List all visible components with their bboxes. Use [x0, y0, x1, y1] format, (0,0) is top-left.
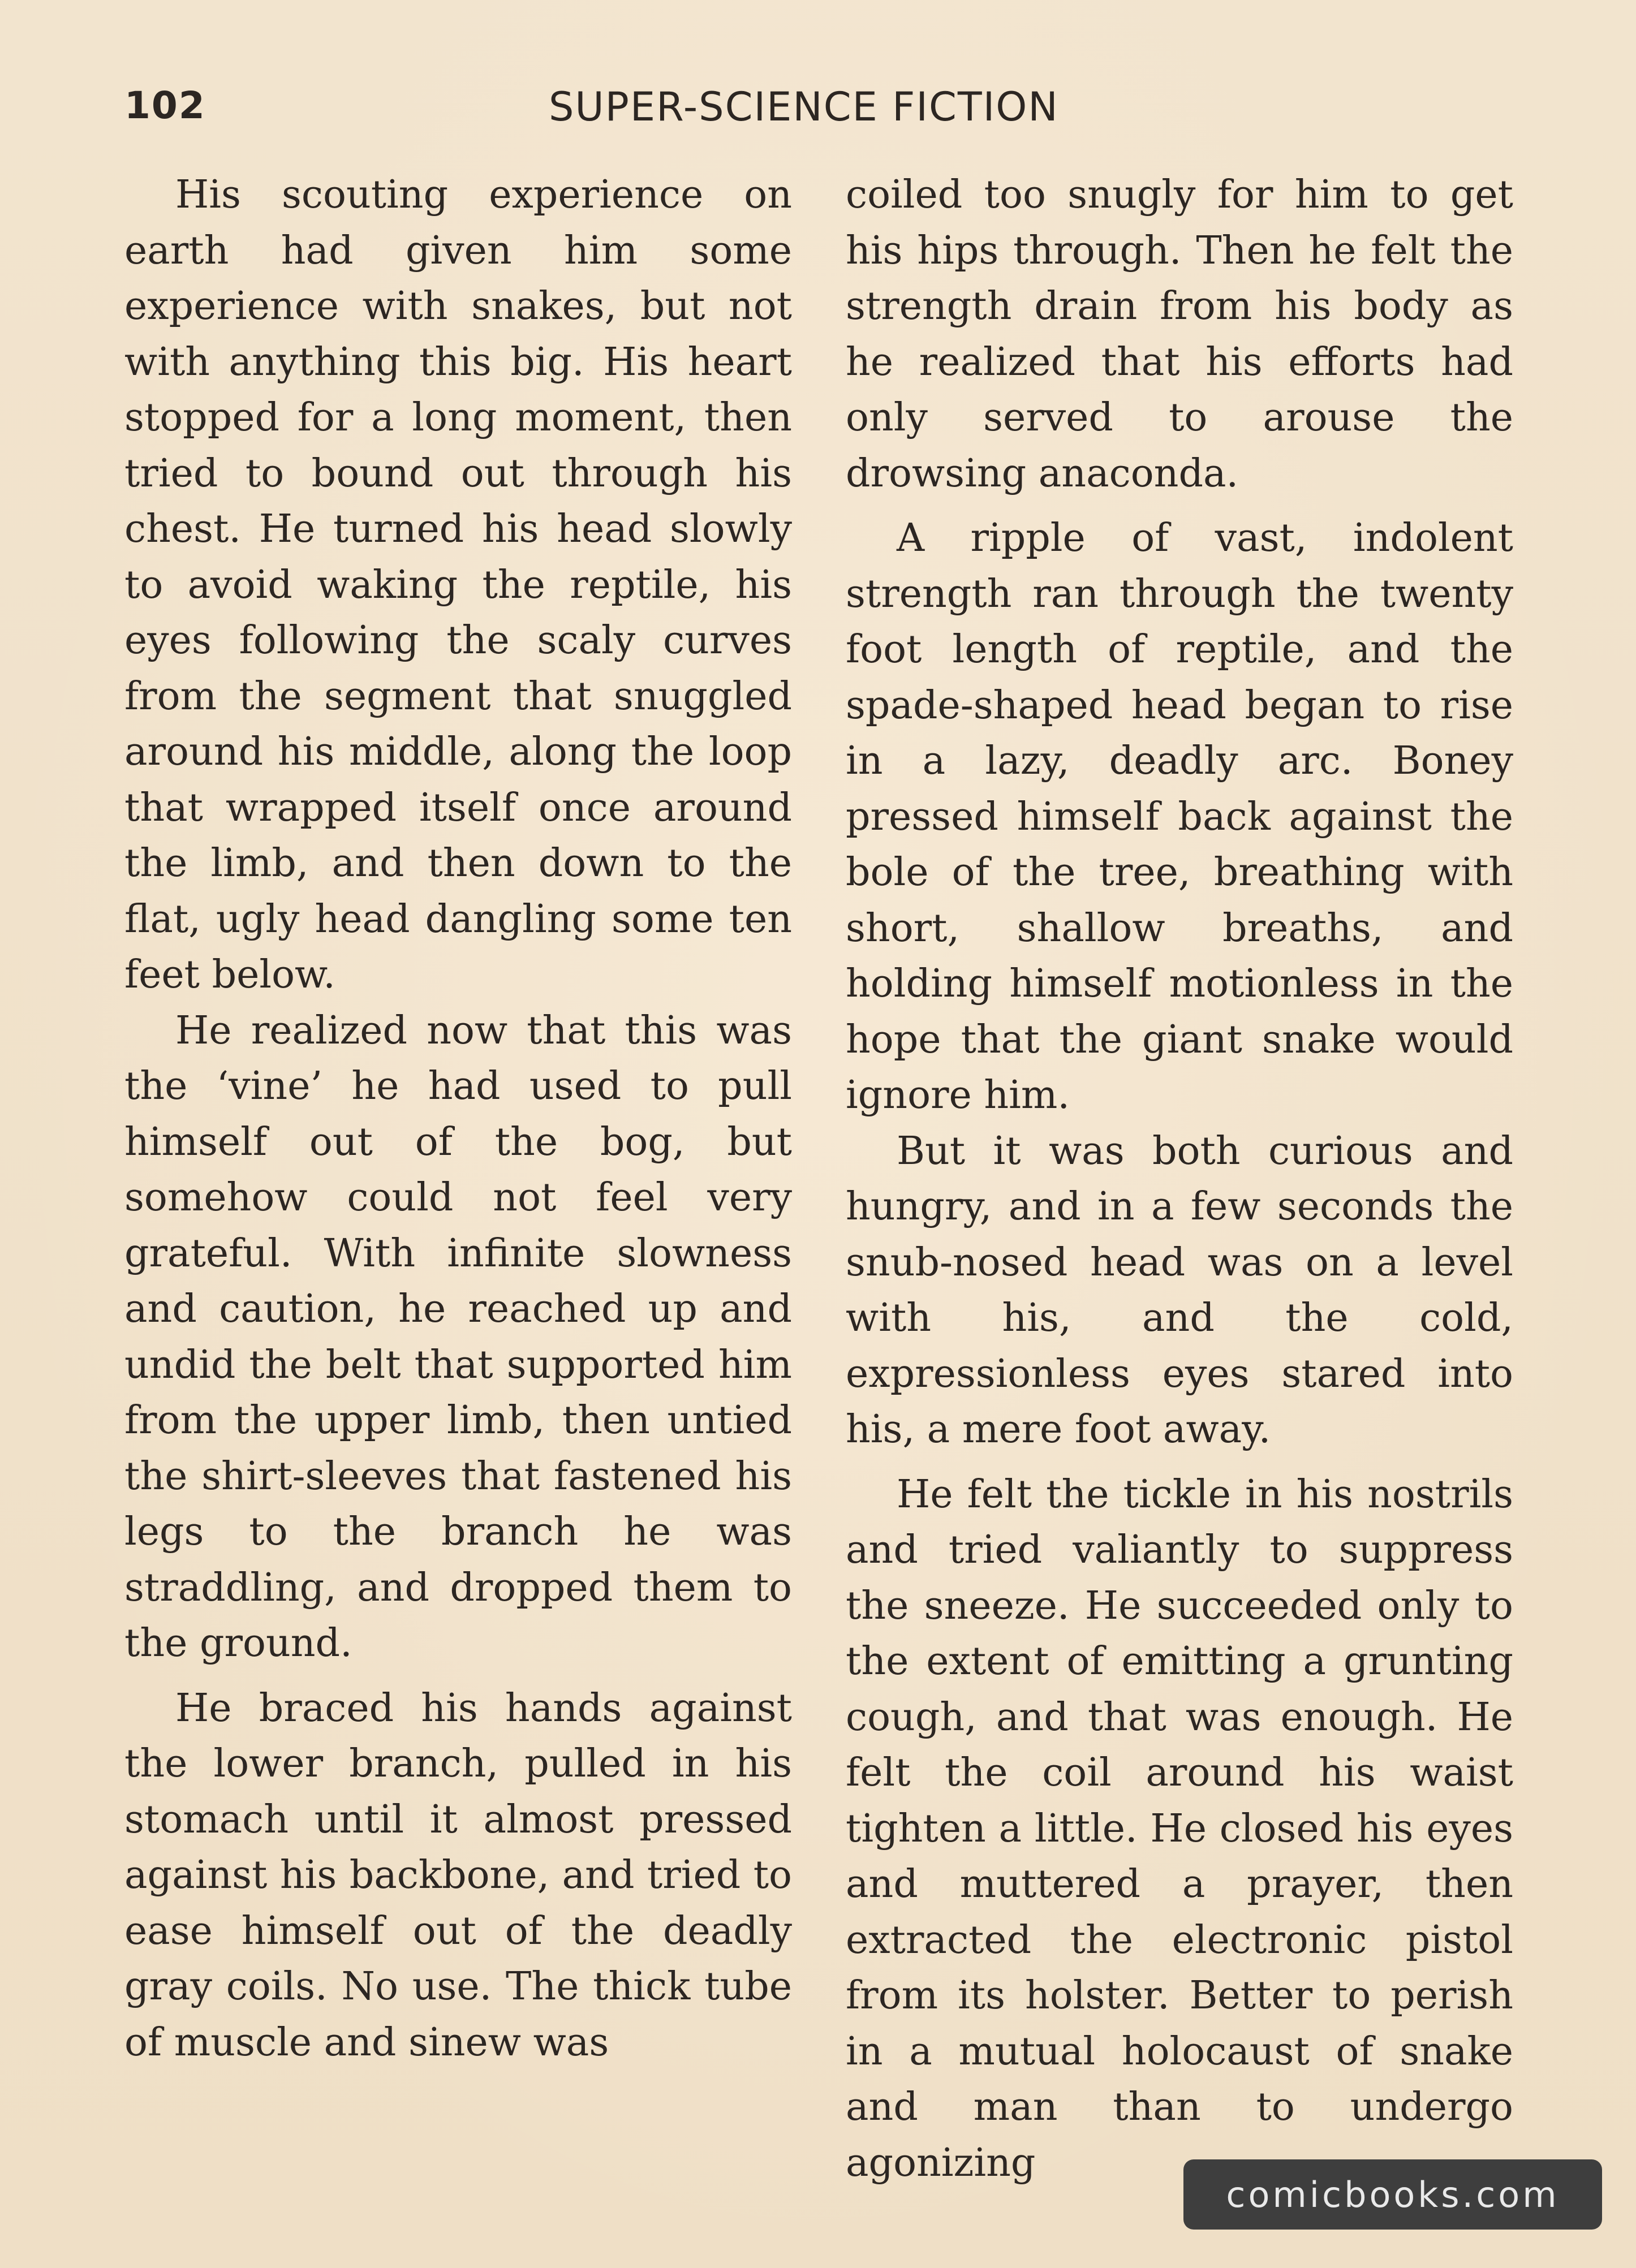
watermark-text: comicbooks.com — [1226, 2174, 1560, 2215]
paragraph: His scouting experience on earth had given him some experience with snakes, but not with anything this big. His heart stopped for a long moment, then tried to bound out through his chest. He turned his head slowly to avoid waking the reptile, his eyes following the scaly curves from the segment that snuggled around his middle, along the loop that wrapped itself once around the limb, and then down to the flat, ugly head dangling some ten feet below. — [124, 173, 792, 997]
paragraph: He felt the tickle in his nostrils and tried valiantly to suppress the sneeze. He succeeded only to the extent of emitting a grunting cough, and that was enough. He felt the coil around his waist tighten a little. He closed his eyes and muttered a prayer, then extracted the electronic pistol from its holster. Better to perish in a mutual holocaust of snake and man than to undergo agonizing — [846, 1472, 1513, 2185]
paragraph: But it was both curious and hungry, and in a few seconds the snub-nosed head was on a level with his, and the cold, expressionless eyes stared into his, a mere foot away. — [846, 1128, 1513, 1452]
paragraph-continued: coiled too snugly for him to get his hips through. Then he felt the strength drain from his body as he realized that his efforts had only served to arouse the drowsing anaconda. — [846, 173, 1513, 496]
running-title: SUPER-SCIENCE FICTION — [549, 84, 1059, 130]
page-header — [124, 79, 1516, 147]
paragraph: A ripple of vast, indolent strength ran through the twenty foot length of reptile, and the spade-shaped head began to rise in a lazy, deadly arc. Boney pressed himself back against the bole of the tree, breathing with short, shallow breaths, and holding himself motionless in the hope that the giant snake would ignore him. — [846, 516, 1513, 1118]
right-column — [846, 167, 1513, 2191]
paragraph: He braced his hands against the lower branch, pulled in his stomach until it almost pressed against his backbone, and tried to ease himself out of the deadly gray coils. No use. The thick tube of muscle and sinew was — [124, 1685, 792, 2065]
left-column — [124, 167, 792, 2071]
paragraph: He realized now that this was the ‘vine’ he had used to pull himself out of the bog, but somehow could not feel very grateful. With infinite slowness and caution, he reached up and undid the belt that supported him from the upper limb, then untied the shirt-sleeves that fastened his legs to the branch he was straddling, and dropped them to the ground. — [124, 1008, 792, 1666]
watermark-badge — [1183, 2159, 1602, 2230]
page-number: 102 — [124, 84, 206, 127]
